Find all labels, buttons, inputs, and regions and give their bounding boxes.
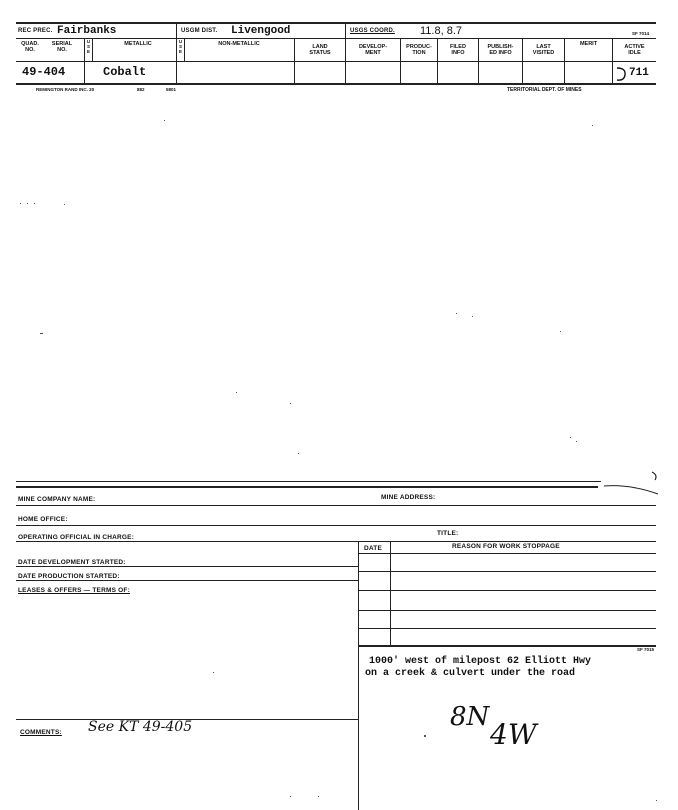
col-published-info: PUBLISH- ED INFO	[487, 44, 514, 56]
reason-rule-3	[358, 590, 656, 591]
department-name: TERRITORIAL DEPT. OF MINES	[507, 87, 582, 93]
home-office-label: HOME OFFICE:	[18, 516, 68, 523]
scan-speck	[34, 203, 35, 204]
comments-label: COMMENTS:	[20, 729, 62, 736]
reason-rule-5	[358, 628, 656, 629]
scan-speck	[472, 316, 473, 317]
reason-col-label: REASON FOR WORK STOPPAGE	[452, 543, 560, 550]
scan-speck	[424, 735, 426, 737]
col-production: PRODUC- TION	[406, 44, 432, 56]
handwritten-note-a: 8N	[450, 702, 490, 732]
reason-rule-2	[358, 571, 656, 572]
col-divider	[184, 38, 185, 61]
scan-speck	[236, 392, 237, 393]
rule-official	[16, 541, 656, 542]
col-use-a: U S E	[86, 39, 91, 54]
date-production-label: DATE PRODUCTION STARTED:	[18, 573, 120, 580]
col-merit: MERIT	[579, 41, 598, 47]
scan-speck	[290, 403, 291, 404]
print-code-a: 882	[137, 87, 145, 92]
card-edge-curve	[600, 470, 660, 500]
scan-speck	[298, 453, 299, 454]
col-land-status: LAND STATUS	[309, 44, 331, 56]
rule-home-office	[16, 525, 656, 526]
scan-speck	[318, 796, 319, 797]
usgs-coord-value: 11.8, 8.7	[420, 25, 462, 37]
header-row-bottom	[16, 38, 656, 39]
title-label: TITLE:	[437, 530, 459, 537]
scan-speck	[40, 333, 43, 334]
scan-speck	[20, 203, 21, 204]
scan-speck	[576, 441, 577, 442]
scan-speck	[560, 331, 561, 332]
column-label-bottom	[16, 61, 656, 62]
scan-speck	[213, 672, 214, 673]
rule-company	[16, 505, 656, 506]
mine-company-label: MINE COMPANY NAME:	[18, 496, 96, 503]
scan-speck	[64, 204, 65, 205]
reason-rule-4	[358, 610, 656, 611]
reason-rule-6	[358, 645, 656, 647]
col-last-visited: LAST VISITED	[532, 44, 555, 56]
col-filed-info: FILED INFO	[450, 44, 466, 56]
location-line-2: on a creek & culvert under the road	[365, 668, 576, 679]
col-development: DEVELOP- MENT	[358, 44, 388, 56]
scan-speck	[164, 120, 165, 121]
date-col-label: DATE	[364, 545, 383, 552]
usgm-dist-value: Livengood	[231, 25, 291, 37]
scan-speck	[290, 796, 291, 797]
rule-development	[16, 566, 358, 567]
location-line-1: 1000' west of milepost 62 Elliott Hwy	[369, 656, 592, 667]
record-metallic: Cobalt	[103, 65, 147, 79]
comments-value: See KT 49-405	[88, 719, 193, 735]
form-top-rule-2	[16, 486, 598, 488]
col-non-metallic: NON-METALLIC	[218, 41, 260, 47]
divider-coord	[345, 22, 346, 83]
record-active-idle: 711	[629, 67, 649, 79]
date-col-divider	[390, 541, 391, 645]
operating-official-label: OPERATING OFFICIAL IN CHARGE:	[18, 534, 135, 541]
usgm-dist-label: USGM DIST.	[181, 28, 218, 34]
col-use-b: U S E	[178, 39, 183, 54]
date-development-label: DATE DEVELOPMENT STARTED:	[18, 559, 126, 566]
printer-credit: REMINGTON RAND INC. 20	[36, 87, 95, 92]
reason-rule-1	[358, 553, 656, 554]
rule-production	[16, 580, 358, 581]
leases-offers-label: LEASES & OFFERS — TERMS OF:	[18, 587, 130, 594]
col-divider	[92, 38, 93, 61]
col-serial-no: SERIAL NO.	[51, 41, 73, 53]
record-row-bottom	[16, 83, 656, 85]
scan-speck	[27, 203, 28, 204]
circle-mark-icon	[614, 66, 628, 82]
rec-prec-value: Fairbanks	[57, 25, 117, 37]
form-top-rule	[16, 481, 601, 482]
col-quad-no: QUAD. NO.	[21, 41, 39, 53]
handwritten-note-b: 4W	[490, 718, 537, 751]
center-vertical-rule	[358, 541, 359, 810]
scan-speck	[592, 125, 593, 126]
form-number-lower: SF 7015	[637, 647, 655, 652]
scan-speck	[456, 313, 457, 314]
record-quad-serial: 49-404	[22, 65, 66, 79]
mine-address-label: MINE ADDRESS:	[381, 494, 436, 501]
form-number-top: SF 7014	[632, 31, 650, 36]
print-code-b: 5801	[166, 87, 177, 92]
col-active-idle: ACTIVE IDLE	[624, 44, 645, 56]
scan-speck	[656, 800, 657, 801]
rec-prec-label: REC PREC.	[18, 28, 53, 34]
col-divider	[294, 38, 295, 83]
top-border	[16, 22, 656, 24]
scan-speck	[570, 437, 571, 438]
col-metallic: METALLIC	[124, 41, 152, 47]
usgs-coord-label: USGS COORD.	[350, 28, 395, 34]
